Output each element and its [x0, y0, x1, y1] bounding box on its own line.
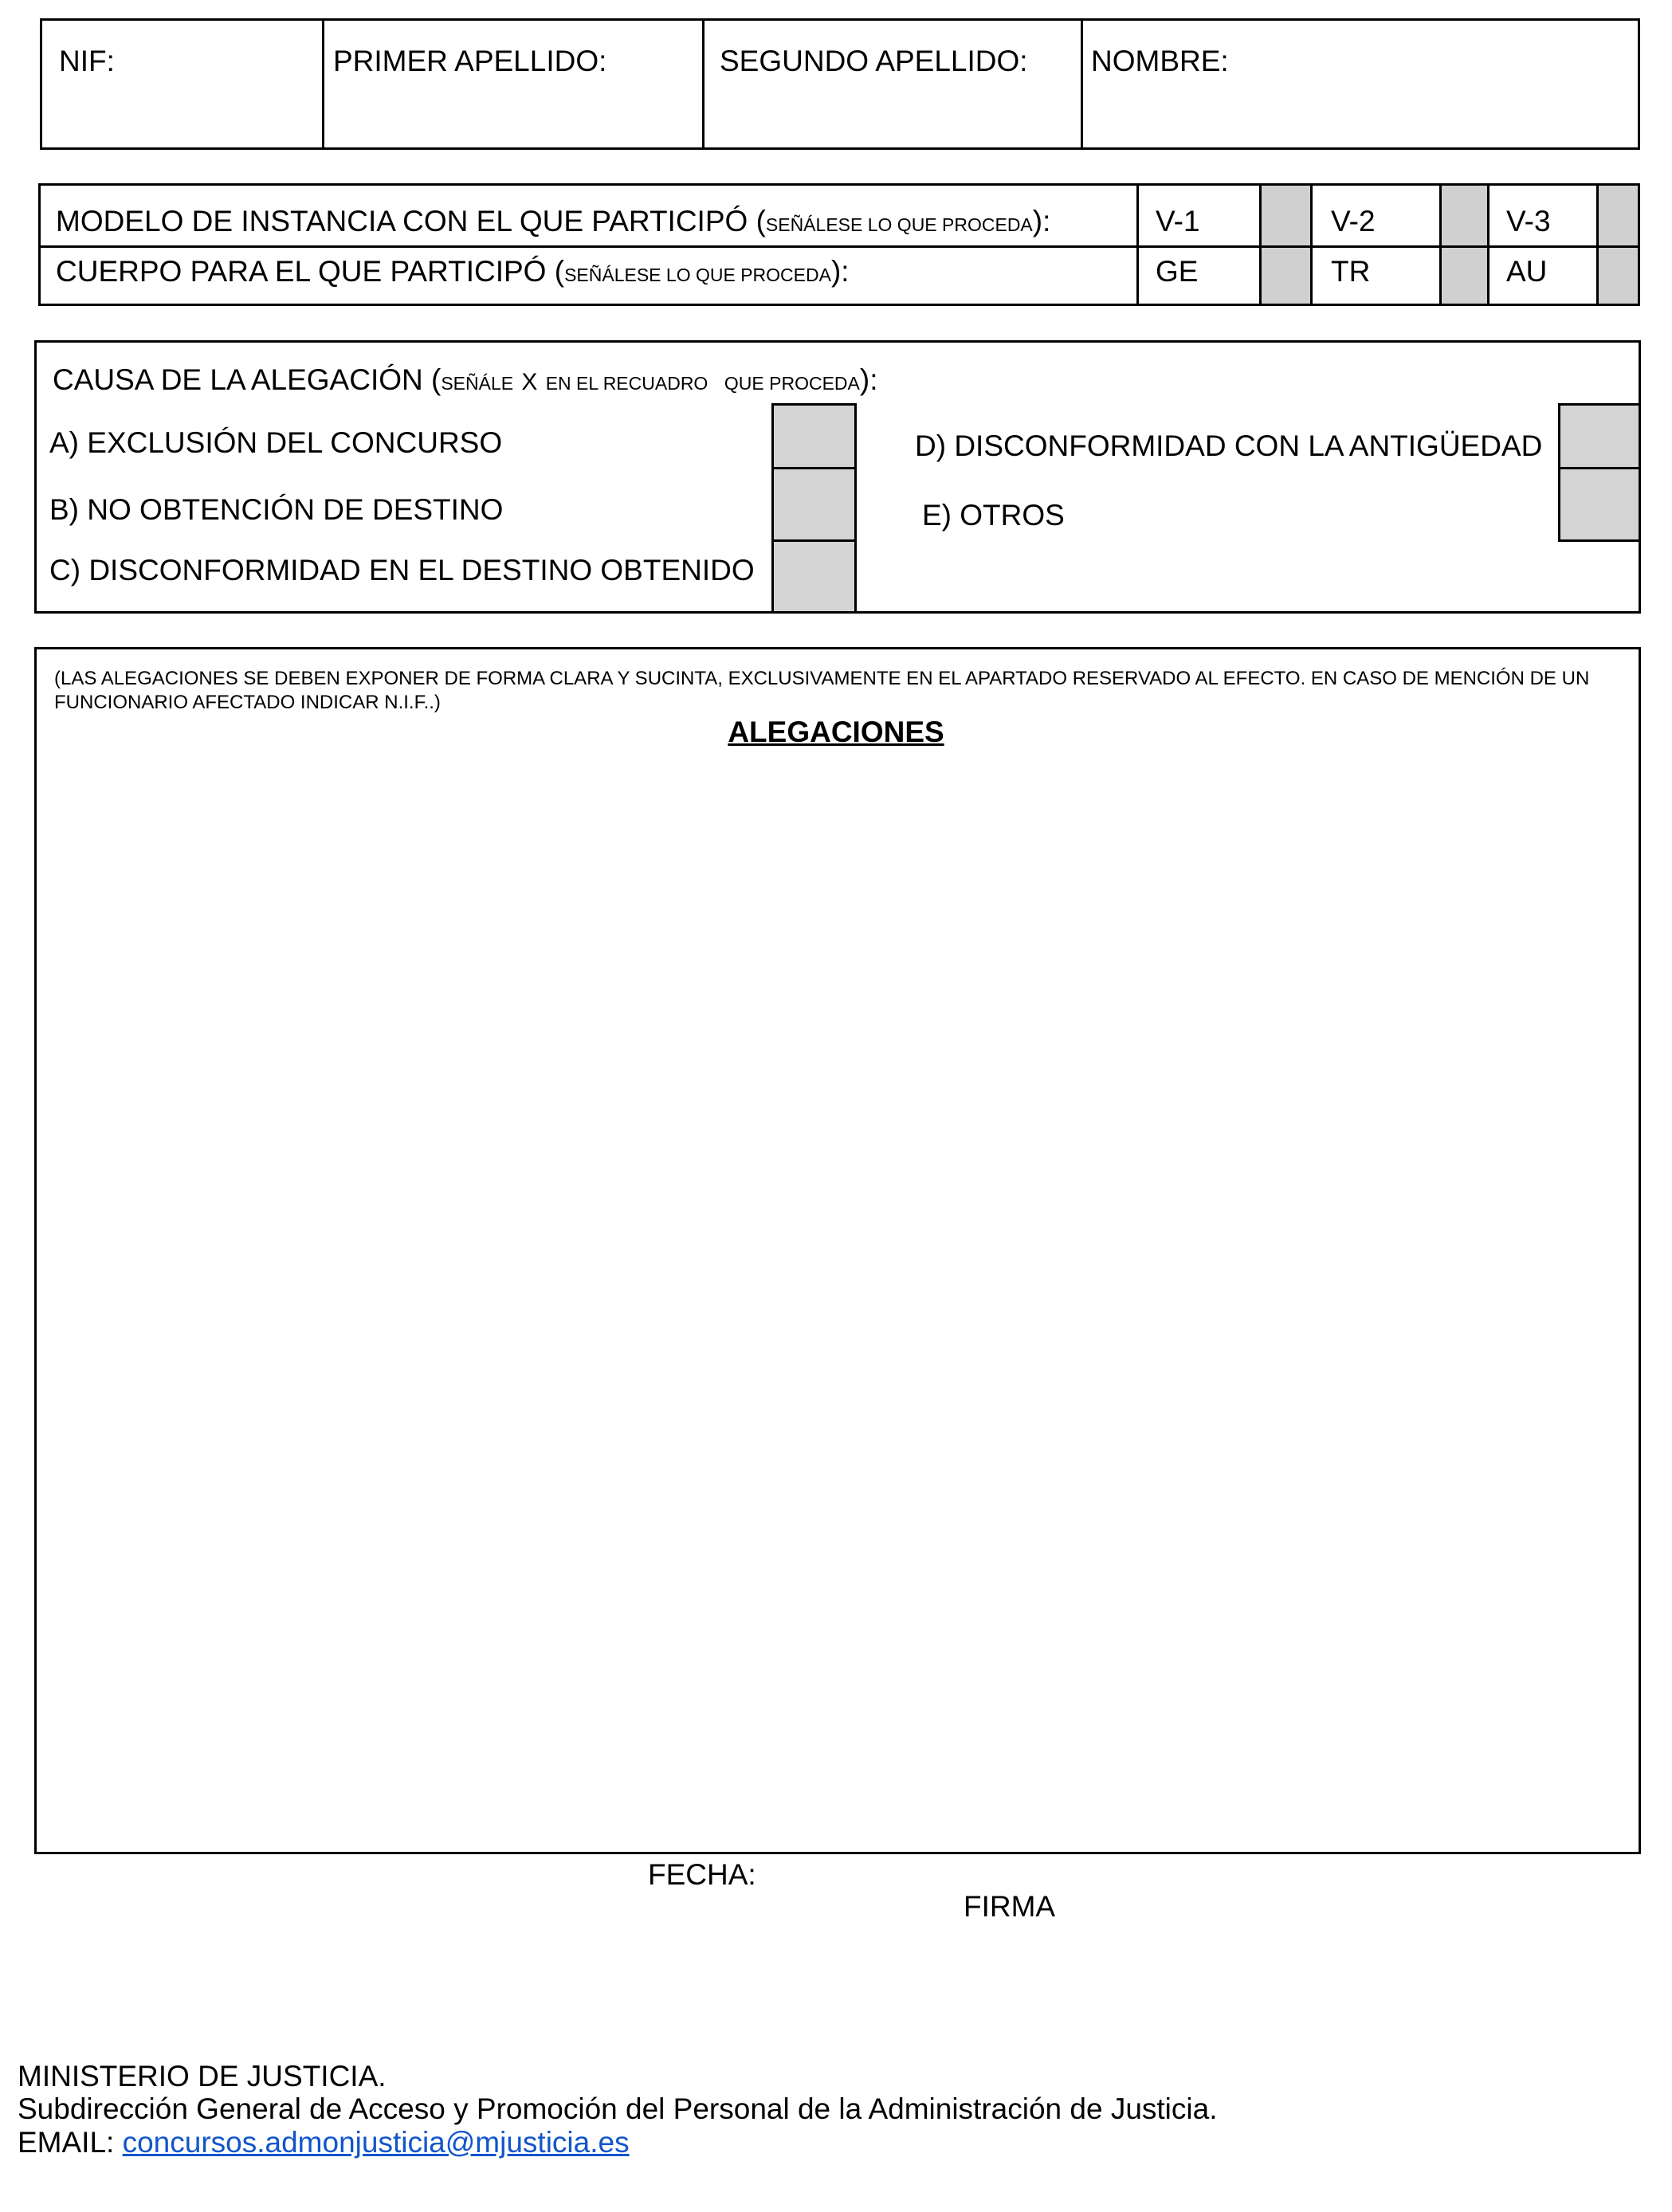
alegaciones-text-area[interactable]: [40, 757, 1635, 1849]
option-b-label: B) NO OBTENCIÓN DE DESTINO: [49, 493, 504, 526]
fecha-label: FECHA:: [648, 1858, 756, 1891]
nombre-label: NOMBRE:: [1091, 45, 1229, 77]
segundo-apellido-field[interactable]: [707, 86, 1078, 147]
checkbox-c[interactable]: [771, 539, 857, 614]
divider: [1081, 18, 1083, 150]
divider: [1310, 183, 1313, 306]
nif-label: NIF:: [59, 45, 115, 77]
option-v2-label: V-2: [1331, 205, 1376, 237]
email-label: EMAIL:: [18, 2126, 123, 2159]
divider: [1136, 183, 1139, 306]
checkbox-tr[interactable]: [1442, 248, 1487, 304]
modelo-label: MODELO DE INSTANCIA CON EL QUE PARTICIPÓ (SEÑÁLESE LO QUE PROCEDA):: [56, 205, 1051, 237]
option-v1-label: V-1: [1156, 205, 1200, 237]
option-d-label: D) DISCONFORMIDAD CON LA ANTIGÜEDAD: [915, 429, 1543, 462]
alegaciones-title: ALEGACIONES: [728, 716, 944, 748]
checkbox-e[interactable]: [1558, 467, 1641, 542]
option-au-label: AU: [1506, 255, 1548, 288]
checkbox-v3[interactable]: [1599, 186, 1638, 245]
firma-label: FIRMA: [964, 1890, 1056, 1923]
checkbox-a[interactable]: [771, 403, 857, 469]
option-e-label: E) OTROS: [922, 499, 1065, 531]
nombre-field[interactable]: [1085, 86, 1637, 147]
causa-title: CAUSA DE LA ALEGACIÓN (SEÑÁLE X EN EL RECUADRO QUE PROCEDA):: [53, 363, 878, 396]
checkbox-ge[interactable]: [1262, 248, 1310, 304]
footer-ministry: MINISTERIO DE JUSTICIA.: [18, 2060, 387, 2092]
nif-field[interactable]: [45, 86, 319, 147]
checkbox-b[interactable]: [771, 467, 857, 542]
footer-subdirection: Subdirección General de Acceso y Promoción del Personal de la Administración de Justicia.: [18, 2092, 1218, 2125]
checkbox-d[interactable]: [1558, 403, 1641, 469]
checkbox-v1[interactable]: [1262, 186, 1310, 245]
option-a-label: A) EXCLUSIÓN DEL CONCURSO: [49, 426, 503, 459]
option-tr-label: TR: [1331, 255, 1371, 288]
option-c-label: C) DISCONFORMIDAD EN EL DESTINO OBTENIDO: [49, 554, 755, 586]
row-divider: [38, 245, 1640, 248]
segundo-apellido-label: SEGUNDO APELLIDO:: [720, 45, 1028, 77]
divider: [702, 18, 705, 150]
option-ge-label: GE: [1156, 255, 1199, 288]
option-v3-label: V-3: [1506, 205, 1551, 237]
alegaciones-instructions: (LAS ALEGACIONES SE DEBEN EXPONER DE FORMA CLARA Y SUCINTA, EXCLUSIVAMENTE EN EL APARTADO RESERVADO AL EFECTO. EN CASO DE MENCIÓN DE UN FUNCIONARIO AFECTADO INDICAR N.I.F..): [54, 668, 1590, 713]
primer-apellido-field[interactable]: [327, 86, 700, 147]
footer-email-line: [18, 2128, 630, 2157]
checkbox-v2[interactable]: [1442, 186, 1487, 245]
divider: [1487, 183, 1489, 306]
divider: [322, 18, 324, 150]
email-link[interactable]: concursos.admonjusticia@mjusticia.es: [122, 2126, 630, 2159]
cuerpo-label: CUERPO PARA EL QUE PARTICIPÓ (SEÑÁLESE LO QUE PROCEDA):: [56, 255, 850, 288]
checkbox-au[interactable]: [1599, 248, 1638, 304]
primer-apellido-label: PRIMER APELLIDO:: [333, 45, 607, 77]
